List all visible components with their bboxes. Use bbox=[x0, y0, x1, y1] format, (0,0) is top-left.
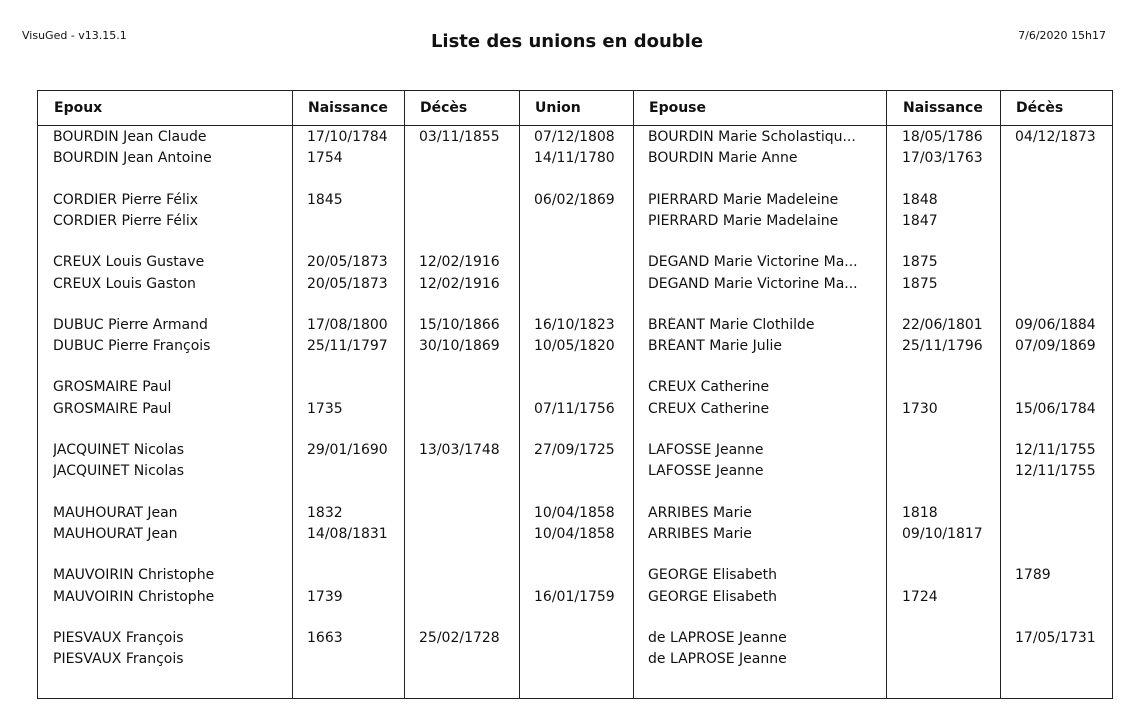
cell-naissance-epouse: 09/10/1817 bbox=[902, 526, 983, 542]
cell-union: 07/12/1808 bbox=[534, 129, 615, 145]
cell-naissance-epoux: 20/05/1873 bbox=[307, 275, 388, 292]
table-row bbox=[38, 276, 1112, 296]
cell-epoux: MAUVOIRIN Christophe bbox=[53, 567, 215, 584]
cell-naissance-epoux: 29/01/1690 bbox=[307, 442, 388, 458]
header-naissance-epouse: Naissance bbox=[903, 100, 983, 116]
cell-epoux: CORDIER Pierre Félix bbox=[53, 191, 199, 208]
cell-epouse: CREUX Catherine bbox=[648, 400, 770, 417]
cell-deces-epoux: 12/02/1916 bbox=[419, 254, 500, 271]
header-divider bbox=[38, 125, 1112, 126]
page-title: Liste des unions en double bbox=[430, 31, 704, 52]
cell-epoux: MAUHOURAT Jean bbox=[53, 504, 178, 521]
cell-naissance-epouse: 17/03/1763 bbox=[902, 150, 983, 167]
table-row bbox=[38, 192, 1112, 212]
header-epoux: Epoux bbox=[54, 100, 103, 116]
cell-deces-epoux: 12/02/1916 bbox=[419, 275, 500, 292]
cell-epouse: PIERRARD Marie Madeleine bbox=[648, 191, 839, 208]
table-row bbox=[38, 401, 1112, 421]
cell-naissance-epouse: 18/05/1786 bbox=[902, 129, 983, 145]
cell-epoux: CREUX Louis Gaston bbox=[53, 275, 196, 292]
cell-epouse: BRÉANT Marie Julie bbox=[648, 338, 782, 355]
cell-epoux: PIESVAUX François bbox=[53, 651, 184, 668]
cell-deces-epouse: 04/12/1873 bbox=[1015, 129, 1096, 145]
cell-epoux: CREUX Louis Gustave bbox=[53, 254, 205, 271]
table-row bbox=[38, 338, 1112, 358]
cell-epoux: MAUVOIRIN Christophe bbox=[53, 588, 215, 605]
cell-epouse: GEORGE Elisabeth bbox=[648, 588, 777, 605]
cell-epouse: CREUX Catherine bbox=[648, 379, 770, 396]
header-deces-epoux: Décès bbox=[420, 100, 468, 116]
cell-union: 10/04/1858 bbox=[534, 504, 615, 521]
cell-epouse: LAFOSSE Jeanne bbox=[648, 463, 764, 480]
cell-deces-epoux: 25/02/1728 bbox=[419, 629, 500, 646]
cell-union: 07/11/1756 bbox=[534, 400, 615, 417]
cell-deces-epouse: 12/11/1755 bbox=[1015, 442, 1096, 458]
cell-deces-epoux: 30/10/1869 bbox=[419, 338, 500, 355]
cell-deces-epoux: 03/11/1855 bbox=[419, 129, 500, 145]
cell-union: 16/01/1759 bbox=[534, 588, 615, 605]
table-row bbox=[38, 630, 1112, 650]
header-naissance-epoux: Naissance bbox=[308, 100, 388, 116]
cell-deces-epouse: 09/06/1884 bbox=[1015, 316, 1096, 333]
table-row bbox=[38, 129, 1112, 149]
cell-deces-epoux: 13/03/1748 bbox=[419, 442, 500, 458]
cell-naissance-epouse: 1818 bbox=[902, 504, 938, 521]
cell-naissance-epouse: 1724 bbox=[902, 588, 938, 605]
cell-epouse: LAFOSSE Jeanne bbox=[648, 442, 764, 458]
cell-epoux: DUBUC Pierre Armand bbox=[53, 316, 208, 333]
app-version: VisuGed - v13.15.1 bbox=[22, 29, 127, 42]
table-row bbox=[38, 379, 1112, 399]
cell-naissance-epoux: 1845 bbox=[307, 191, 343, 208]
table-row bbox=[38, 567, 1112, 587]
cell-union: 27/09/1725 bbox=[534, 442, 615, 458]
cell-epouse: de LAPROSE Jeanne bbox=[648, 651, 787, 668]
table-row bbox=[38, 317, 1112, 337]
table-row bbox=[38, 651, 1112, 671]
cell-deces-epouse: 1789 bbox=[1015, 567, 1051, 584]
cell-epouse: BOURDIN Marie Anne bbox=[648, 150, 798, 167]
cell-naissance-epoux: 20/05/1873 bbox=[307, 254, 388, 271]
table-row bbox=[38, 505, 1112, 525]
cell-naissance-epouse: 25/11/1796 bbox=[902, 338, 983, 355]
cell-naissance-epoux: 1832 bbox=[307, 504, 343, 521]
cell-naissance-epouse: 1847 bbox=[902, 213, 938, 229]
cell-epouse: de LAPROSE Jeanne bbox=[648, 629, 787, 646]
table-row bbox=[38, 150, 1112, 170]
cell-epoux: GROSMAIRE Paul bbox=[53, 400, 172, 417]
cell-naissance-epoux: 1735 bbox=[307, 400, 343, 417]
cell-naissance-epouse: 22/06/1801 bbox=[902, 316, 983, 333]
cell-union: 10/04/1858 bbox=[534, 526, 615, 542]
cell-union: 06/02/1869 bbox=[534, 191, 615, 208]
table-row bbox=[38, 442, 1112, 462]
cell-epoux: JACQUINET Nicolas bbox=[53, 442, 185, 458]
header-epouse: Epouse bbox=[649, 100, 706, 116]
cell-naissance-epoux: 17/08/1800 bbox=[307, 316, 388, 333]
cell-naissance-epoux: 1663 bbox=[307, 629, 343, 646]
cell-epoux: CORDIER Pierre Félix bbox=[53, 213, 199, 229]
cell-naissance-epoux: 1754 bbox=[307, 150, 343, 167]
cell-epouse: BRÉANT Marie Clothilde bbox=[648, 316, 815, 333]
cell-epouse: DEGAND Marie Victorine Ma... bbox=[648, 254, 858, 271]
table-row bbox=[38, 526, 1112, 546]
cell-epouse: GEORGE Elisabeth bbox=[648, 567, 777, 584]
cell-epoux: JACQUINET Nicolas bbox=[53, 463, 185, 480]
cell-naissance-epoux: 14/08/1831 bbox=[307, 526, 388, 542]
timestamp: 7/6/2020 15h17 bbox=[1018, 29, 1106, 42]
cell-naissance-epouse: 1875 bbox=[902, 254, 938, 271]
cell-epoux: PIESVAUX François bbox=[53, 629, 184, 646]
cell-union: 16/10/1823 bbox=[534, 316, 615, 333]
table-row bbox=[38, 589, 1112, 609]
cell-epouse: BOURDIN Marie Scholastiqu... bbox=[648, 129, 856, 145]
cell-naissance-epoux: 17/10/1784 bbox=[307, 129, 388, 145]
cell-naissance-epouse: 1730 bbox=[902, 400, 938, 417]
cell-naissance-epouse: 1848 bbox=[902, 191, 938, 208]
cell-epouse: DEGAND Marie Victorine Ma... bbox=[648, 275, 858, 292]
duplicate-unions-table bbox=[37, 90, 1113, 699]
cell-epoux: DUBUC Pierre François bbox=[53, 338, 211, 355]
table-row bbox=[38, 213, 1112, 233]
table-row bbox=[38, 254, 1112, 274]
cell-deces-epouse: 17/05/1731 bbox=[1015, 629, 1096, 646]
cell-naissance-epoux: 25/11/1797 bbox=[307, 338, 388, 355]
cell-epouse: ARRIBES Marie bbox=[648, 526, 752, 542]
cell-epouse: ARRIBES Marie bbox=[648, 504, 752, 521]
cell-epoux: BOURDIN Jean Claude bbox=[53, 129, 207, 145]
header-union: Union bbox=[535, 100, 581, 116]
table-row bbox=[38, 463, 1112, 483]
cell-naissance-epouse: 1875 bbox=[902, 275, 938, 292]
cell-deces-epouse: 07/09/1869 bbox=[1015, 338, 1096, 355]
cell-epoux: MAUHOURAT Jean bbox=[53, 526, 178, 542]
cell-epoux: BOURDIN Jean Antoine bbox=[53, 150, 212, 167]
cell-union: 10/05/1820 bbox=[534, 338, 615, 355]
cell-epouse: PIERRARD Marie Madelaine bbox=[648, 213, 839, 229]
cell-deces-epouse: 12/11/1755 bbox=[1015, 463, 1096, 480]
cell-union: 14/11/1780 bbox=[534, 150, 615, 167]
cell-naissance-epoux: 1739 bbox=[307, 588, 343, 605]
cell-deces-epoux: 15/10/1866 bbox=[419, 316, 500, 333]
cell-deces-epouse: 15/06/1784 bbox=[1015, 400, 1096, 417]
header-deces-epouse: Décès bbox=[1016, 100, 1064, 116]
cell-epoux: GROSMAIRE Paul bbox=[53, 379, 172, 396]
